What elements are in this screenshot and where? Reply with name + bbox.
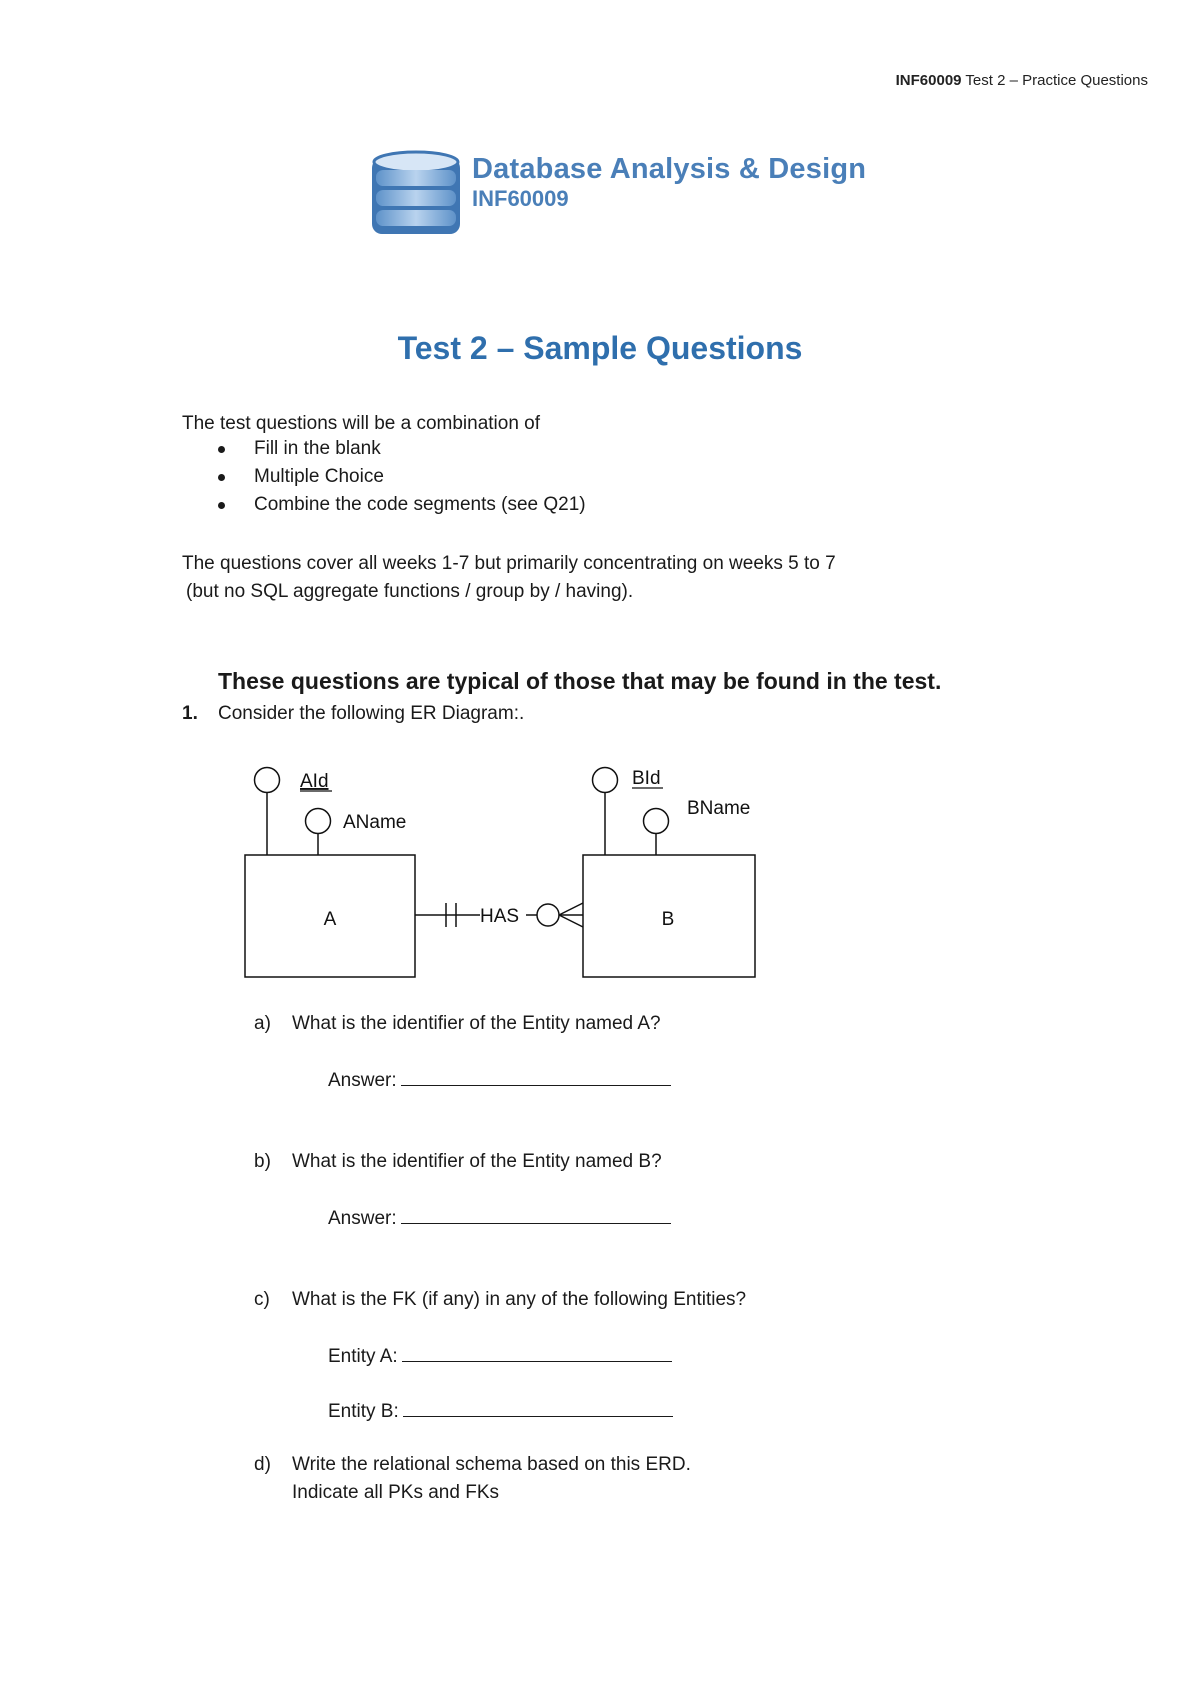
question-part-c <box>254 1286 746 1314</box>
header-course-code: INF60009 <box>895 72 962 89</box>
question-part-b <box>254 1148 662 1176</box>
bullet-item: Fill in the blank <box>212 435 586 463</box>
aid-attribute-circle <box>255 768 280 793</box>
bullet-item: Combine the code segments (see Q21) <box>212 491 586 519</box>
aname-attribute-circle <box>306 809 331 834</box>
intro-lead: The test questions will be a combination of <box>182 413 541 434</box>
typical-heading: These questions are typical of those that may be found in the test. <box>218 668 942 694</box>
bname-attribute-circle <box>644 809 669 834</box>
question-part-a <box>254 1010 661 1038</box>
bullet-item: Multiple Choice <box>212 463 586 491</box>
part-text: What is the FK (if any) in any of the following Entities? <box>292 1289 747 1310</box>
logo-code: INF60009 <box>472 186 569 211</box>
entity-b-label: Entity B: <box>328 1401 399 1422</box>
relationship-name: HAS <box>480 906 520 927</box>
running-header <box>896 72 1148 89</box>
entity-a-blank[interactable] <box>402 1341 672 1362</box>
crowfoot-bottom <box>559 915 583 927</box>
course-logo <box>368 146 868 242</box>
logo-text <box>472 152 866 212</box>
entity-b-attribute: BName <box>687 798 751 819</box>
er-diagram <box>230 755 790 985</box>
part-text-2: Indicate all PKs and FKs <box>292 1482 499 1503</box>
part-label: b) <box>254 1151 271 1172</box>
part-label: c) <box>254 1289 270 1310</box>
answer-entity-b <box>328 1396 673 1426</box>
part-text: What is the identifier of the Entity named A? <box>292 1013 661 1034</box>
part-label: a) <box>254 1013 271 1034</box>
answer-b-blank[interactable] <box>401 1203 671 1224</box>
entity-a-name: A <box>323 909 337 930</box>
entity-a-attribute: AName <box>343 812 407 833</box>
answer-label: Answer: <box>328 1070 397 1091</box>
answer-b <box>328 1203 671 1233</box>
document-title: Test 2 – Sample Questions <box>397 330 803 366</box>
question-number: 1. <box>182 703 198 724</box>
logo-title: Database Analysis & Design <box>472 153 867 185</box>
answer-label: Answer: <box>328 1208 397 1229</box>
question-1 <box>182 700 524 728</box>
answer-a-blank[interactable] <box>401 1065 671 1086</box>
header-doc-label: Test 2 – Practice Questions <box>965 72 1148 89</box>
coverage-line-1: The questions cover all weeks 1-7 but primarily concentrating on weeks 5 to 7 <box>182 553 836 574</box>
question-part-d <box>254 1451 691 1507</box>
answer-a <box>328 1065 671 1095</box>
question-text: Consider the following ER Diagram:. <box>218 703 525 724</box>
entity-b-blank[interactable] <box>403 1396 673 1417</box>
coverage-line-2: (but no SQL aggregate functions / group by / having). <box>186 581 634 602</box>
part-label: d) <box>254 1454 271 1475</box>
entity-a-identifier: AId <box>300 771 329 792</box>
part-text: What is the identifier of the Entity named B? <box>292 1151 662 1172</box>
part-text: Write the relational schema based on this ERD. <box>292 1454 691 1475</box>
answer-entity-a <box>328 1341 672 1371</box>
database-icon <box>368 146 464 242</box>
crowfoot-top <box>559 903 583 915</box>
intro-bullets <box>212 435 586 519</box>
entity-a-label: Entity A: <box>328 1346 398 1367</box>
entity-b-identifier: BId <box>632 768 661 789</box>
zero-mark <box>537 904 559 926</box>
entity-b-name: B <box>661 909 675 930</box>
bid-attribute-circle <box>593 768 618 793</box>
